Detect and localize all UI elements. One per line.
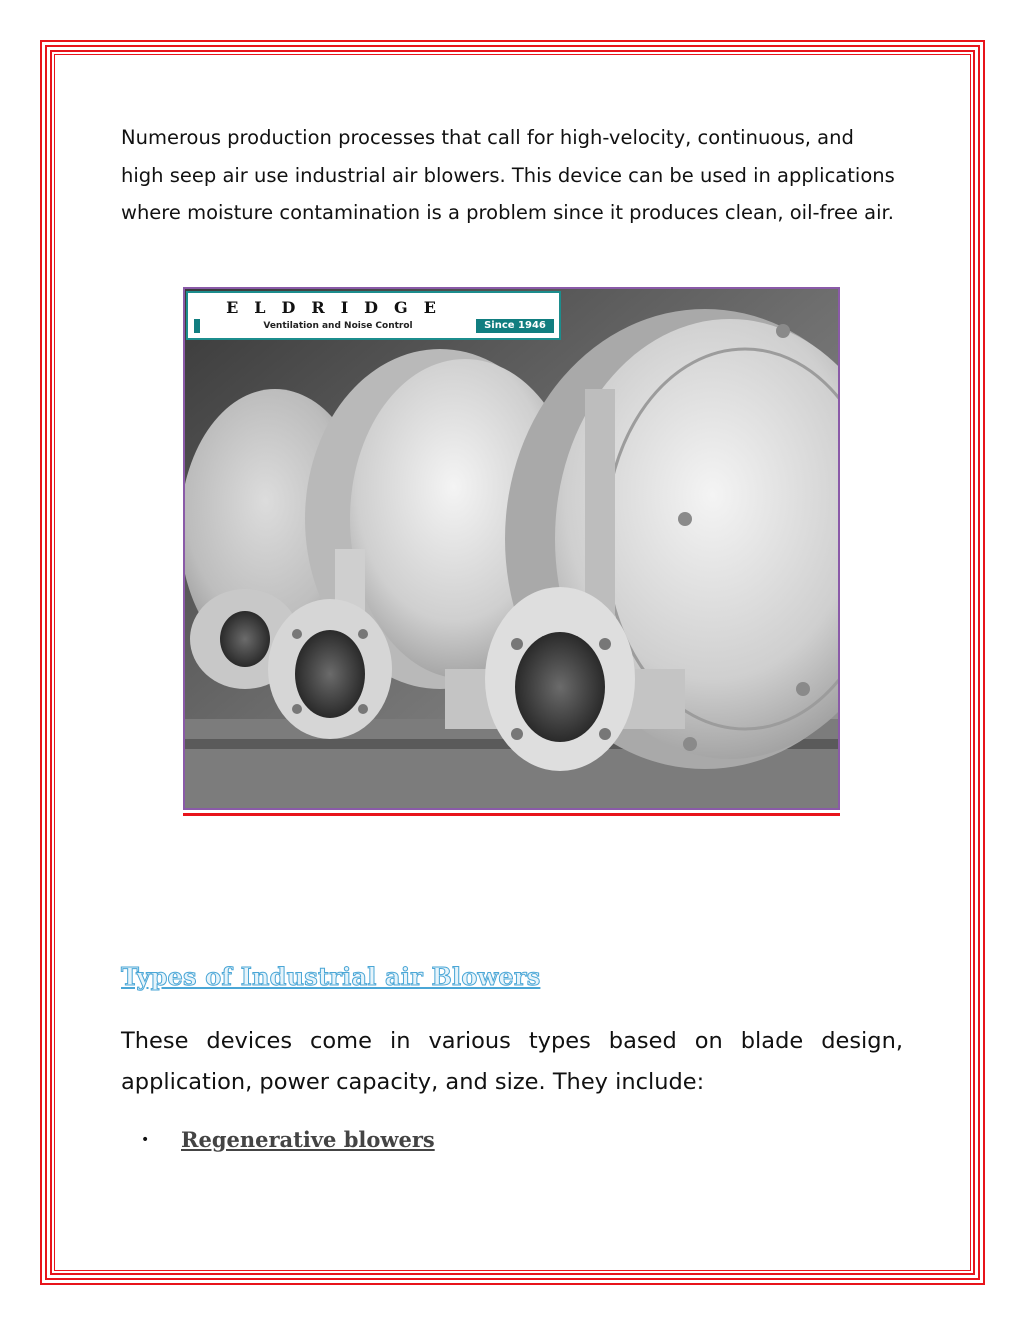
types-list <box>121 1127 435 1152</box>
intro-paragraph: Numerous production processes that call for high-velocity, continuous, and high seep air use industrial air blowers. This device can be used in applications where moisture contamination is a problem since it produces clean, oil-free air. <box>121 126 895 224</box>
section-body: These devices come in various types based on blade design, application, power capacity, and size. They include: <box>121 1028 903 1095</box>
logo-name: ELDRIDGE <box>226 298 452 317</box>
eldridge-logo <box>186 291 561 340</box>
blowers-photo-graphic <box>185 289 838 808</box>
section-heading[interactable]: Types of Industrial air Blowers <box>121 962 541 991</box>
logo-since: Since 1946 <box>484 320 546 331</box>
bullet-icon: • <box>141 1131 150 1148</box>
photo-divider <box>183 813 840 816</box>
list-item <box>121 1127 435 1152</box>
regenerative-blowers-link[interactable]: Regenerative blowers <box>181 1127 435 1152</box>
logo-tagline: Ventilation and Noise Control <box>200 319 476 333</box>
blowers-photo <box>183 287 840 810</box>
